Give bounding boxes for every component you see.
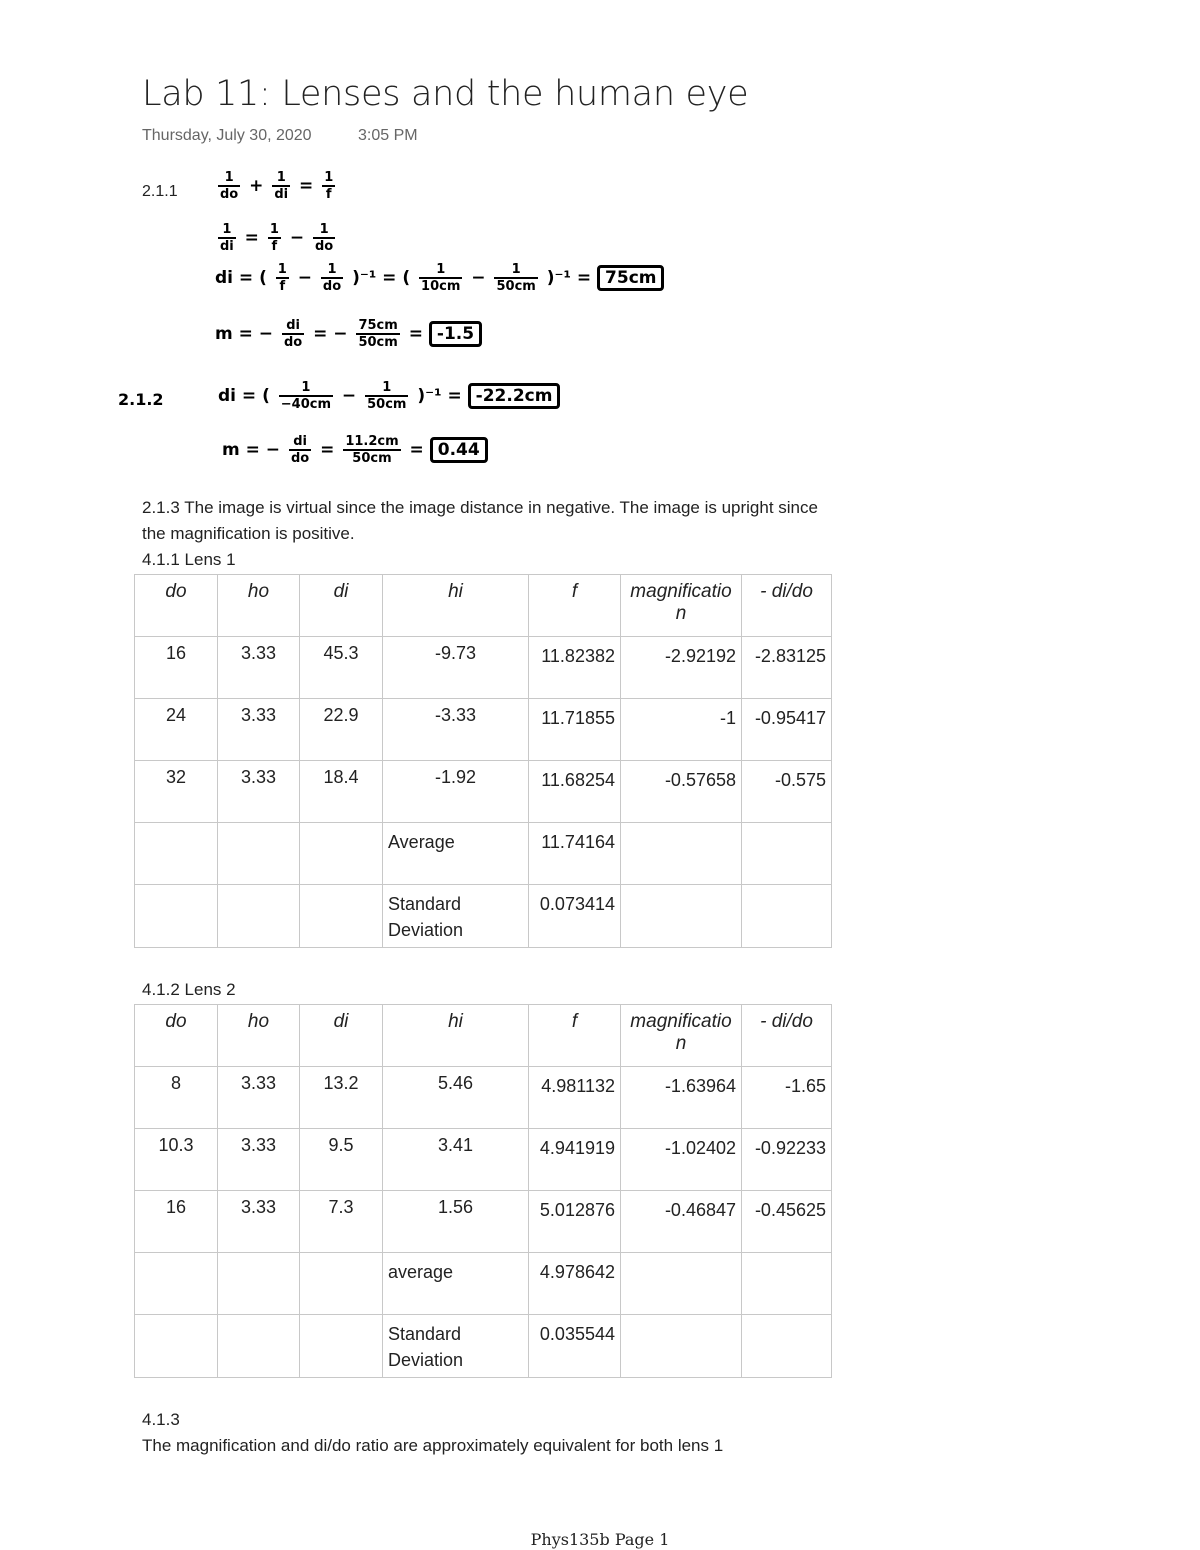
section-2-1-3-text: 2.1.3 The image is virtual since the image distance in negative. The image is upright since the magnification is positive. [142, 498, 818, 543]
page-time: 3:05 PM [358, 127, 418, 144]
cell-f: 11.68254 [529, 761, 621, 823]
cell-ho: 3.33 [218, 637, 300, 699]
cell-di: 18.4 [300, 761, 383, 823]
header-f: f [529, 1005, 621, 1067]
cell-do: 16 [135, 1191, 218, 1253]
cell-hi: 1.56 [383, 1191, 529, 1253]
cell-hi: 3.41 [383, 1129, 529, 1191]
section-4-1-3-text: The magnification and di/do ratio are approximately equivalent for both lens 1 [142, 1436, 724, 1455]
header-do: do [135, 575, 218, 637]
header-hi: hi [383, 575, 529, 637]
header-do: do [135, 1005, 218, 1067]
table-row [135, 1191, 832, 1253]
table-row-average [135, 1253, 832, 1315]
header-f: f [529, 575, 621, 637]
cell-do: 32 [135, 761, 218, 823]
cell-di-do: -1.65 [742, 1067, 832, 1129]
table-row [135, 1129, 832, 1191]
answer-box-di-2: -22.2cm [468, 383, 561, 409]
lens-1-table [134, 574, 832, 948]
table-row-std [135, 1315, 832, 1378]
header-ho: ho [218, 575, 300, 637]
cell-di: 7.3 [300, 1191, 383, 1253]
table-row [135, 1067, 832, 1129]
cell-di-do: -0.45625 [742, 1191, 832, 1253]
cell-magnification: -0.57658 [621, 761, 742, 823]
lens-1-heading: 4.1.1 Lens 1 [142, 550, 236, 569]
magnification-calc-2: m = − $\frac{di}{do}$ = $\frac{11.2cm}{50cm}$ = 0.44 [222, 434, 488, 466]
cell-magnification: -1.02402 [621, 1129, 742, 1191]
cell-di-do: -0.95417 [742, 699, 832, 761]
cell-di: 22.9 [300, 699, 383, 761]
cell-f: 11.82382 [529, 637, 621, 699]
cell-do: 8 [135, 1067, 218, 1129]
cell-do: 24 [135, 699, 218, 761]
section-2-1-2-label: 2.1.2 [118, 390, 164, 409]
std-label: Standard Deviation [383, 1315, 529, 1378]
cell-magnification: -1.63964 [621, 1067, 742, 1129]
table-row-std [135, 885, 832, 948]
lens-2-heading: 4.1.2 Lens 2 [142, 980, 236, 999]
cell-ho: 3.33 [218, 761, 300, 823]
image-distance-calc-2: di = ( $\frac{1}{-40cm}$ − $\frac{1}{50cm}$ )⁻¹ = -22.2cm [218, 380, 560, 412]
header-di-do: - di/do [742, 1005, 832, 1067]
cell-magnification: -0.46847 [621, 1191, 742, 1253]
answer-box-m-1: -1.5 [429, 321, 482, 347]
cell-f: 11.71855 [529, 699, 621, 761]
table-row [135, 637, 832, 699]
std-value: 0.073414 [529, 885, 621, 948]
table-row [135, 699, 832, 761]
header-hi: hi [383, 1005, 529, 1067]
cell-di-do: -0.575 [742, 761, 832, 823]
cell-f: 5.012876 [529, 1191, 621, 1253]
table-row [135, 761, 832, 823]
cell-di-do: -0.92233 [742, 1129, 832, 1191]
answer-box-m-2: 0.44 [430, 437, 488, 463]
header-di-do: - di/do [742, 575, 832, 637]
cell-di: 45.3 [300, 637, 383, 699]
cell-do: 10.3 [135, 1129, 218, 1191]
cell-ho: 3.33 [218, 1129, 300, 1191]
table-row-average [135, 823, 832, 885]
cell-ho: 3.33 [218, 699, 300, 761]
std-value: 0.035544 [529, 1315, 621, 1378]
average-value: 4.978642 [529, 1253, 621, 1315]
lens-equation: $\frac{1}{do}$ + $\frac{1}{di}$ = $\frac{1}{f}$ [220, 170, 334, 202]
cell-di-do: -2.83125 [742, 637, 832, 699]
average-value: 11.74164 [529, 823, 621, 885]
header-di: di [300, 575, 383, 637]
cell-hi: -1.92 [383, 761, 529, 823]
cell-magnification: -2.92192 [621, 637, 742, 699]
image-distance-calc: di = ( $\frac{1}{f}$ − $\frac{1}{do}$ )⁻¹ = ( $\frac{1}{10cm}$ − $\frac{1}{50cm}$ )⁻¹ = 75cm [215, 262, 664, 294]
page-title: Lab 11: Lenses and the human eye [142, 74, 749, 114]
page-footer: Phys135b Page 1 [530, 1530, 670, 1549]
cell-ho: 3.33 [218, 1067, 300, 1129]
cell-f: 4.981132 [529, 1067, 621, 1129]
cell-magnification: -1 [621, 699, 742, 761]
cell-hi: -9.73 [383, 637, 529, 699]
cell-di: 9.5 [300, 1129, 383, 1191]
cell-hi: -3.33 [383, 699, 529, 761]
section-2-1-1-label: 2.1.1 [142, 183, 178, 200]
page-datetime [142, 127, 418, 145]
lens-equation-rearranged: $\frac{1}{di}$ = $\frac{1}{f}$ − $\frac{1}{do}$ [220, 222, 334, 254]
section-4-1-3-label: 4.1.3 [142, 1410, 180, 1429]
header-magnification: magnification [621, 1005, 742, 1067]
table-header-row [135, 1005, 832, 1067]
header-di: di [300, 1005, 383, 1067]
average-label: average [383, 1253, 529, 1315]
answer-box-di-1: 75cm [597, 265, 664, 291]
cell-hi: 5.46 [383, 1067, 529, 1129]
average-label: Average [383, 823, 529, 885]
page-date: Thursday, July 30, 2020 [142, 127, 312, 144]
cell-di: 13.2 [300, 1067, 383, 1129]
header-magnification: magnification [621, 575, 742, 637]
lens-2-table [134, 1004, 832, 1378]
header-ho: ho [218, 1005, 300, 1067]
std-label: Standard Deviation [383, 885, 529, 948]
cell-do: 16 [135, 637, 218, 699]
table-header-row [135, 575, 832, 637]
magnification-calc: m = − $\frac{di}{do}$ = − $\frac{75cm}{50cm}$ = -1.5 [215, 318, 482, 350]
cell-f: 4.941919 [529, 1129, 621, 1191]
cell-ho: 3.33 [218, 1191, 300, 1253]
